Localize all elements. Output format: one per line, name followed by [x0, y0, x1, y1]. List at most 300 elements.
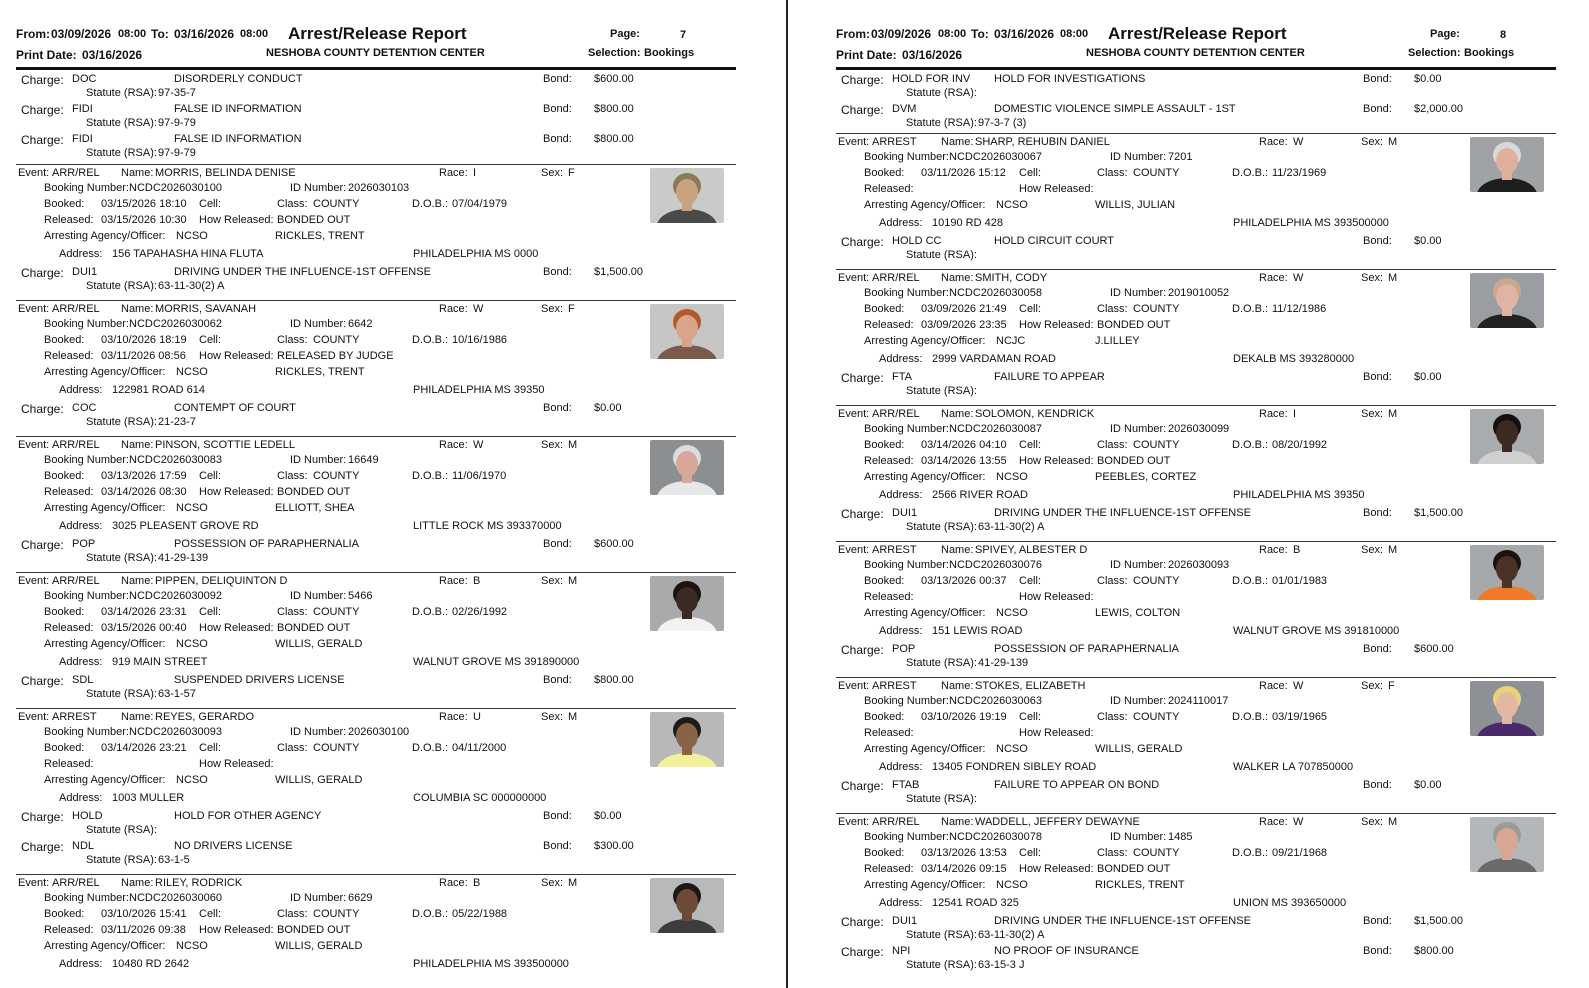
booked-label: Booked:	[44, 198, 85, 210]
street-address: 151 LEWIS ROAD	[932, 625, 1023, 637]
dob-label: D.O.B.:	[1232, 847, 1269, 859]
mugshot-image	[1470, 137, 1544, 192]
event-separator	[16, 436, 736, 437]
booking-number-label: Booking Number:	[864, 559, 949, 571]
address-label: Address:	[879, 897, 923, 909]
inmate-name: STOKES, ELIZABETH	[975, 680, 1086, 692]
bond-label: Bond:	[543, 103, 572, 115]
how-released-value: BONDED OUT	[1097, 863, 1171, 875]
statute-label: Statute (RSA):	[86, 854, 157, 866]
sex-label: Sex:	[1361, 816, 1384, 828]
selection-label: Selection:	[588, 47, 641, 59]
address-label: Address:	[879, 761, 923, 773]
class-value: COUNTY	[313, 198, 360, 210]
bond-amount: $0.00	[1414, 235, 1442, 247]
dob-value: 08/20/1992	[1272, 439, 1328, 451]
bond-amount: $1,500.00	[1414, 507, 1463, 519]
inmate-name: SHARP, REHUBIN DANIEL	[975, 136, 1110, 148]
city-state-zip: PHILADELPHIA MS 393500000	[413, 958, 569, 970]
charge-label: Charge:	[841, 73, 884, 87]
bond-label: Bond:	[1363, 945, 1392, 957]
street-address: 2566 RIVER ROAD	[932, 489, 1028, 501]
from-time: 08:00	[118, 28, 147, 40]
sex-label: Sex:	[541, 711, 564, 723]
statute-value: 63-1-57	[158, 688, 196, 700]
sex-label: Sex:	[541, 303, 564, 315]
event-type: ARREST	[872, 544, 917, 556]
how-released-label: How Released:	[199, 486, 274, 498]
charge-code: FIDI	[72, 133, 93, 145]
statute-label: Statute (RSA):	[906, 385, 977, 397]
sex-value: F	[1388, 680, 1395, 692]
class-value: COUNTY	[313, 470, 360, 482]
id-number: 5466	[348, 590, 373, 602]
class-label: Class:	[277, 742, 308, 754]
bond-amount: $0.00	[594, 810, 622, 822]
booked-label: Booked:	[864, 575, 905, 587]
sex-value: F	[568, 167, 575, 179]
charge-code: SDL	[72, 674, 94, 686]
statute-label: Statute (RSA):	[86, 824, 157, 836]
charge-label: Charge:	[21, 538, 64, 552]
bond-amount: $1,500.00	[594, 266, 643, 278]
booked-label: Booked:	[44, 908, 85, 920]
agency-officer-label: Arresting Agency/Officer:	[864, 199, 986, 211]
arresting-officer: RICKLES, TRENT	[275, 230, 365, 242]
agency-officer-label: Arresting Agency/Officer:	[864, 743, 986, 755]
inmate-name: REYES, GERARDO	[155, 711, 255, 723]
how-released-label: How Released:	[1019, 183, 1094, 195]
dob-label: D.O.B.:	[412, 742, 449, 754]
name-label: Name:	[121, 711, 154, 723]
city-state-zip: COLUMBIA SC 000000000	[413, 792, 547, 804]
event-separator	[836, 133, 1556, 134]
event-type: ARR/REL	[52, 439, 100, 451]
page-number: 8	[1500, 29, 1507, 41]
class-label: Class:	[277, 908, 308, 920]
class-label: Class:	[277, 470, 308, 482]
statute-label: Statute (RSA):	[906, 959, 977, 971]
class-value: COUNTY	[1133, 847, 1180, 859]
from-label: From:	[16, 27, 50, 41]
race-label: Race:	[1259, 680, 1288, 692]
bond-label: Bond:	[543, 402, 572, 414]
released-label: Released:	[44, 622, 94, 634]
name-label: Name:	[121, 303, 154, 315]
charge-label: Charge:	[841, 235, 884, 249]
statute-value: 63-11-30(2) A	[158, 280, 225, 292]
how-released-label: How Released:	[199, 214, 274, 226]
race-label: Race:	[1259, 136, 1288, 148]
id-number: 6642	[348, 318, 373, 330]
class-label: Class:	[1097, 303, 1128, 315]
charge-description: HOLD CIRCUIT COURT	[994, 235, 1114, 247]
event-type: ARR/REL	[52, 167, 100, 179]
class-value: COUNTY	[1133, 167, 1180, 179]
arresting-officer: LEWIS, COLTON	[1095, 607, 1181, 619]
booking-photo	[1470, 137, 1544, 192]
booking-number-label: Booking Number:	[44, 318, 129, 330]
statute-value: 63-15-3 J	[978, 959, 1025, 971]
bond-amount: $600.00	[1414, 643, 1454, 655]
booked-datetime: 03/13/2026 00:37	[921, 575, 1007, 587]
race-label: Race:	[439, 877, 468, 889]
how-released-label: How Released:	[1019, 319, 1094, 331]
statute-label: Statute (RSA):	[906, 657, 977, 669]
dob-label: D.O.B.:	[412, 470, 449, 482]
id-number-label: ID Number:	[290, 182, 347, 194]
mugshot-image	[650, 304, 724, 359]
arresting-officer: PEEBLES, CORTEZ	[1095, 471, 1197, 483]
photo-face	[1496, 556, 1518, 582]
address-label: Address:	[879, 625, 923, 637]
booked-datetime: 03/13/2026 13:53	[921, 847, 1007, 859]
booked-label: Booked:	[864, 439, 905, 451]
bond-amount: $600.00	[594, 73, 634, 85]
inmate-name: SOLOMON, KENDRICK	[975, 408, 1095, 420]
charge-description: NO DRIVERS LICENSE	[174, 840, 293, 852]
name-label: Name:	[941, 816, 974, 828]
agency-officer-label: Arresting Agency/Officer:	[44, 366, 166, 378]
arresting-agency: NCSO	[176, 940, 208, 952]
arresting-officer: WILLIS, GERALD	[275, 638, 363, 650]
address-label: Address:	[59, 656, 103, 668]
id-number-label: ID Number:	[1110, 559, 1167, 571]
charge-description: DRIVING UNDER THE INFLUENCE-1ST OFFENSE	[994, 915, 1251, 927]
released-datetime: 03/11/2026 09:38	[101, 924, 186, 936]
class-value: COUNTY	[1133, 575, 1180, 587]
page-label: Page:	[1430, 28, 1460, 40]
charge-code: DOC	[72, 73, 97, 85]
bond-label: Bond:	[543, 538, 572, 550]
dob-label: D.O.B.:	[412, 606, 449, 618]
booking-number: NCDC2026030092	[129, 590, 222, 602]
booking-photo	[1470, 545, 1544, 600]
event-type: ARR/REL	[52, 877, 100, 889]
charge-code: POP	[72, 538, 96, 550]
charge-description: FAILURE TO APPEAR ON BOND	[994, 779, 1160, 791]
address-label: Address:	[879, 217, 923, 229]
event-label: Event:	[18, 167, 50, 179]
page-divider	[786, 0, 788, 988]
bond-label: Bond:	[543, 133, 572, 145]
charge-label: Charge:	[841, 945, 884, 959]
cell-label: Cell:	[1019, 575, 1042, 587]
bond-amount: $1,500.00	[1414, 915, 1463, 927]
dob-value: 10/16/1986	[452, 334, 508, 346]
race-value: W	[1293, 816, 1304, 828]
from-time: 08:00	[938, 28, 967, 40]
agency-officer-label: Arresting Agency/Officer:	[864, 607, 986, 619]
bond-amount: $800.00	[1414, 945, 1454, 957]
event-label: Event:	[18, 303, 50, 315]
mugshot-image	[650, 440, 724, 495]
race-label: Race:	[439, 303, 468, 315]
dob-value: 11/12/1986	[1272, 303, 1327, 315]
charge-description: HOLD FOR OTHER AGENCY	[174, 810, 322, 822]
sex-value: M	[1388, 136, 1398, 148]
event-separator	[836, 541, 1556, 542]
name-label: Name:	[941, 680, 974, 692]
photo-face	[676, 179, 698, 205]
booked-label: Booked:	[864, 711, 905, 723]
inmate-name: MORRIS, BELINDA DENISE	[155, 167, 296, 179]
dob-label: D.O.B.:	[1232, 167, 1269, 179]
sex-label: Sex:	[541, 439, 564, 451]
street-address: 12541 ROAD 325	[932, 897, 1019, 909]
event-label: Event:	[838, 136, 870, 148]
booked-datetime: 03/09/2026 21:49	[921, 303, 1007, 315]
to-label: To:	[971, 27, 989, 41]
class-label: Class:	[1097, 711, 1128, 723]
from-date: 03/09/2026	[51, 27, 112, 41]
sex-label: Sex:	[541, 877, 564, 889]
statute-value: 21-23-7	[158, 416, 196, 428]
charge-code: FIDI	[72, 103, 93, 115]
bond-label: Bond:	[1363, 643, 1392, 655]
selection-value: Bookings	[1464, 47, 1515, 59]
to-date: 03/16/2026	[994, 27, 1055, 41]
id-number-label: ID Number:	[290, 590, 347, 602]
charge-label: Charge:	[841, 371, 884, 385]
booked-datetime: 03/14/2026 23:31	[101, 606, 187, 618]
sex-label: Sex:	[1361, 136, 1384, 148]
released-datetime: 03/14/2026 09:15	[921, 863, 1007, 875]
booking-number: NCDC2026030078	[949, 831, 1042, 843]
id-number-label: ID Number:	[290, 892, 347, 904]
arresting-officer: WILLIS, GERALD	[275, 940, 363, 952]
inmate-name: PIPPEN, DELIQUINTON D	[155, 575, 288, 587]
sex-value: M	[1388, 816, 1398, 828]
bond-amount: $800.00	[594, 103, 634, 115]
page-label: Page:	[610, 28, 640, 40]
event-type: ARR/REL	[872, 816, 920, 828]
dob-value: 04/11/2000	[452, 742, 507, 754]
dob-value: 05/22/1988	[452, 908, 508, 920]
race-label: Race:	[1259, 544, 1288, 556]
booking-photo	[1470, 817, 1544, 872]
bond-amount: $0.00	[1414, 371, 1442, 383]
booked-label: Booked:	[44, 470, 85, 482]
sex-value: M	[568, 439, 578, 451]
booking-number-label: Booking Number:	[44, 892, 129, 904]
photo-face	[1496, 420, 1518, 446]
name-label: Name:	[121, 167, 154, 179]
released-datetime: 03/09/2026 23:35	[921, 319, 1007, 331]
id-number: 2026030103	[348, 182, 410, 194]
id-number: 2026030093	[1168, 559, 1230, 571]
how-released-value: BONDED OUT	[1097, 455, 1171, 467]
mugshot-image	[650, 168, 724, 223]
event-label: Event:	[838, 816, 870, 828]
address-label: Address:	[59, 248, 103, 260]
statute-label: Statute (RSA):	[86, 552, 157, 564]
arresting-officer: RICKLES, TRENT	[275, 366, 365, 378]
address-label: Address:	[879, 353, 923, 365]
bond-amount: $600.00	[594, 538, 634, 550]
event-separator	[16, 874, 736, 875]
sex-value: M	[568, 711, 578, 723]
cell-label: Cell:	[1019, 847, 1042, 859]
booking-number: NCDC2026030083	[129, 454, 222, 466]
booking-number-label: Booking Number:	[864, 695, 949, 707]
released-label: Released:	[44, 486, 94, 498]
agency-officer-label: Arresting Agency/Officer:	[864, 471, 986, 483]
charge-label: Charge:	[841, 507, 884, 521]
released-label: Released:	[864, 319, 914, 331]
released-label: Released:	[44, 350, 94, 362]
city-state-zip: WALNUT GROVE MS 391810000	[1233, 625, 1400, 637]
dob-value: 09/21/1968	[1272, 847, 1328, 859]
booking-number: NCDC2026030058	[949, 287, 1042, 299]
charge-code: NDL	[72, 840, 95, 852]
city-state-zip: PHILADELPHIA MS 39350	[1233, 489, 1365, 501]
id-number-label: ID Number:	[1110, 287, 1167, 299]
statute-label: Statute (RSA):	[86, 147, 157, 159]
charge-code: HOLD CC	[892, 235, 942, 247]
name-label: Name:	[941, 408, 974, 420]
id-number: 1485	[1168, 831, 1193, 843]
name-label: Name:	[121, 439, 154, 451]
id-number-label: ID Number:	[1110, 423, 1167, 435]
arresting-agency: NCSO	[176, 230, 208, 242]
bond-label: Bond:	[1363, 73, 1392, 85]
photo-face	[676, 315, 698, 341]
dob-label: D.O.B.:	[1232, 439, 1269, 451]
event-label: Event:	[838, 544, 870, 556]
charge-label: Charge:	[841, 779, 884, 793]
booked-datetime: 03/10/2026 18:19	[101, 334, 187, 346]
city-state-zip: UNION MS 393650000	[1233, 897, 1347, 909]
bond-label: Bond:	[543, 810, 572, 822]
dob-label: D.O.B.:	[1232, 711, 1269, 723]
race-value: W	[473, 303, 484, 315]
class-value: COUNTY	[313, 742, 360, 754]
released-datetime: 03/15/2026 10:30	[101, 214, 187, 226]
street-address: 156 TAPAHASHA HINA FLUTA	[112, 248, 264, 260]
race-label: Race:	[439, 711, 468, 723]
id-number: 2026030100	[348, 726, 410, 738]
bond-label: Bond:	[1363, 915, 1392, 927]
booking-number-label: Booking Number:	[864, 831, 949, 843]
booking-number: NCDC2026030060	[129, 892, 222, 904]
photo-face	[676, 889, 698, 915]
booking-photo	[650, 712, 724, 767]
booking-photo	[650, 304, 724, 359]
arresting-agency: NCSO	[176, 502, 208, 514]
statute-value: 97-9-79	[158, 117, 196, 129]
statute-label: Statute (RSA):	[906, 929, 977, 941]
charge-description: HOLD FOR INVESTIGATIONS	[994, 73, 1146, 85]
statute-label: Statute (RSA):	[906, 87, 977, 99]
bond-label: Bond:	[1363, 507, 1392, 519]
inmate-name: RILEY, RODRICK	[155, 877, 243, 889]
charge-description: POSSESSION OF PARAPHERNALIA	[994, 643, 1180, 655]
race-value: B	[1293, 544, 1301, 556]
print-date: 03/16/2026	[82, 48, 143, 62]
race-label: Race:	[439, 575, 468, 587]
arresting-officer: WILLIS, GERALD	[1095, 743, 1183, 755]
class-value: COUNTY	[313, 606, 360, 618]
dob-value: 01/01/1983	[1272, 575, 1328, 587]
charge-code: COC	[72, 402, 97, 414]
bond-label: Bond:	[1363, 779, 1392, 791]
street-address: 2999 VARDAMAN ROAD	[932, 353, 1056, 365]
mugshot-image	[1470, 681, 1544, 736]
booked-label: Booked:	[44, 606, 85, 618]
class-value: COUNTY	[1133, 439, 1180, 451]
released-datetime: 03/14/2026 08:30	[101, 486, 187, 498]
address-label: Address:	[59, 958, 103, 970]
class-value: COUNTY	[313, 334, 360, 346]
released-label: Released:	[864, 863, 914, 875]
charge-code: FTA	[892, 371, 912, 383]
charge-code: DUI1	[72, 266, 98, 278]
charge-label: Charge:	[21, 810, 64, 824]
event-separator	[836, 677, 1556, 678]
charge-code: POP	[892, 643, 916, 655]
charge-label: Charge:	[21, 840, 64, 854]
to-date: 03/16/2026	[174, 27, 235, 41]
booking-number: NCDC2026030076	[949, 559, 1042, 571]
charge-label: Charge:	[841, 915, 884, 929]
race-label: Race:	[1259, 816, 1288, 828]
mugshot-image	[1470, 545, 1544, 600]
bond-amount: $0.00	[594, 402, 622, 414]
booking-number-label: Booking Number:	[44, 454, 129, 466]
event-type: ARREST	[872, 680, 917, 692]
charge-code: FTAB	[892, 779, 920, 791]
charge-label: Charge:	[21, 103, 64, 117]
sex-value: M	[1388, 272, 1398, 284]
class-label: Class:	[1097, 167, 1128, 179]
charge-label: Charge:	[841, 643, 884, 657]
bond-amount: $0.00	[1414, 779, 1442, 791]
inmate-name: SMITH, CODY	[975, 272, 1048, 284]
page-number: 7	[680, 29, 687, 41]
booking-number: NCDC2026030100	[129, 182, 222, 194]
statute-value: 97-9-79	[158, 147, 196, 159]
how-released-label: How Released:	[1019, 591, 1094, 603]
agency-officer-label: Arresting Agency/Officer:	[44, 638, 166, 650]
agency-officer-label: Arresting Agency/Officer:	[864, 335, 986, 347]
race-value: B	[473, 877, 481, 889]
report-title: Arrest/Release Report	[288, 24, 467, 43]
bond-amount: $2,000.00	[1414, 103, 1463, 115]
statute-label: Statute (RSA):	[906, 521, 977, 533]
event-type: ARR/REL	[52, 303, 100, 315]
charge-label: Charge:	[21, 402, 64, 416]
id-number: 6629	[348, 892, 373, 904]
released-label: Released:	[44, 924, 94, 936]
race-value: W	[1293, 272, 1304, 284]
booking-photo	[650, 576, 724, 631]
photo-face	[676, 451, 698, 477]
city-state-zip: PHILADELPHIA MS 393500000	[1233, 217, 1389, 229]
race-label: Race:	[1259, 408, 1288, 420]
cell-label: Cell:	[199, 908, 222, 920]
statute-label: Statute (RSA):	[906, 793, 977, 805]
print-date-label: Print Date:	[16, 48, 77, 62]
photo-face	[676, 723, 698, 749]
race-label: Race:	[439, 167, 468, 179]
race-label: Race:	[439, 439, 468, 451]
address-label: Address:	[59, 384, 103, 396]
sex-value: M	[1388, 408, 1398, 420]
id-number: 16649	[348, 454, 379, 466]
how-released-value: BONDED OUT	[1097, 319, 1171, 331]
dob-value: 02/26/1992	[452, 606, 508, 618]
